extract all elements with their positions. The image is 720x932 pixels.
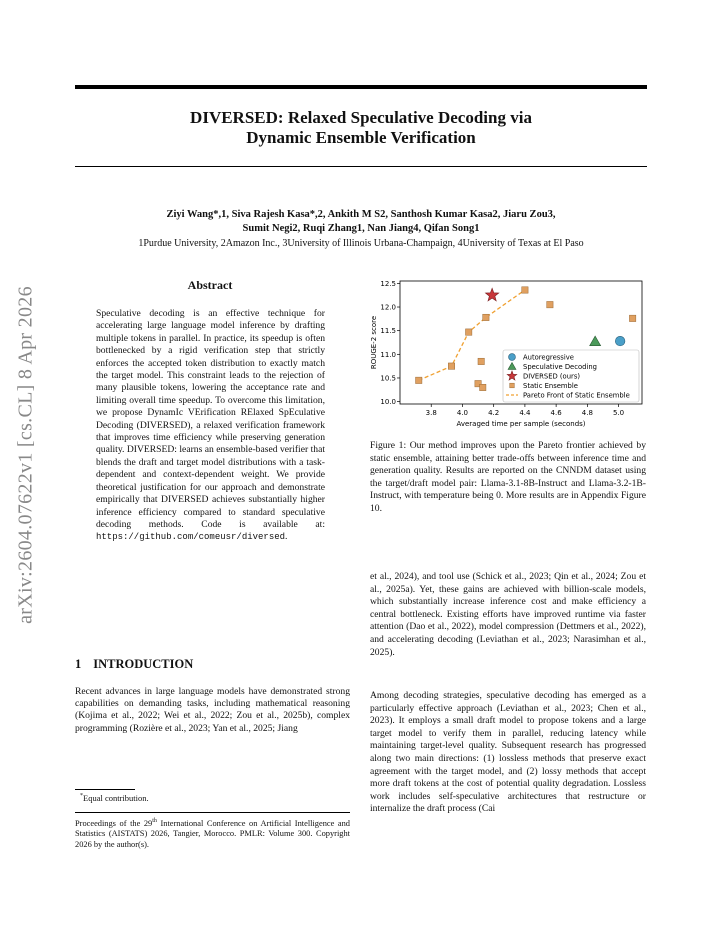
arxiv-stamp-text: arXiv:2604.07622v1 [cs.CL] 8 Apr 2026 — [14, 286, 37, 624]
x-tick-label: 4.8 — [581, 409, 593, 417]
point-static-ensemble — [483, 314, 489, 320]
title-line-1: DIVERSED: Relaxed Speculative Decoding via — [190, 108, 532, 127]
point-static-ensemble — [629, 315, 635, 321]
y-tick-label: 11.0 — [380, 350, 396, 359]
abstract-heading: Abstract — [187, 278, 233, 292]
proceedings-after: International Conference on Artificial Intelligence and Statistics (AISTATS) 2026, Tangier, Morocco. PMLR: Volume 300. Copyright 2026 by the author(s). — [75, 818, 350, 849]
authors-line-2: Sumit Negi2, Ruqi Zhang1, Nan Jiang4, Qifan Song1 — [242, 223, 480, 234]
legend-swatch — [509, 354, 516, 361]
footnote-rule — [75, 789, 135, 790]
y-tick-label: 12.5 — [380, 279, 396, 288]
right-paragraph-2: Among decoding strategies, speculative decoding has emerged as a particularly effective approach (Leviathan et al., 2023; Chen et al., 2023). It employs a small draft model to propose tokens and a large target model to verify them in parallel, reducing latency while maintaining target-level quality. Subsequent research has progressed along two main directions: (1) lossless methods that preserve exact agreement with the target model, and (2) lossy methods that accept more draft tokens at the cost of potential quality degradation. Lossless work includes self-speculative architectures that restructure or internalize the draft process (Cai — [370, 690, 646, 815]
y-tick-label: 10.0 — [380, 398, 396, 407]
y-tick-label: 12.0 — [380, 303, 396, 312]
top-rule — [75, 85, 647, 89]
intro-paragraph: Recent advances in large language models have demonstrated strong capabilities on demanding tasks, including mathematical reasoning (Kojima et al., 2022; Wei et al., 2022; Zou et al., 2025b), complex programming (Rozière et al., 2023; Yan et al., 2025; Jiang — [75, 686, 350, 734]
legend-entry: Autoregressive — [523, 353, 574, 362]
x-tick-label: 5.0 — [613, 409, 625, 417]
abstract-body — [96, 308, 325, 544]
arxiv-stamp — [4, 265, 48, 645]
y-axis-label: ROUGE-2 score — [370, 315, 378, 370]
x-tick-label: 3.8 — [425, 409, 437, 417]
section-heading-introduction — [75, 657, 193, 672]
x-tick-label: 4.6 — [550, 409, 562, 417]
point-static-ensemble — [480, 384, 486, 390]
proceedings-before: Proceedings of the 29 — [75, 818, 153, 828]
footnote — [80, 793, 149, 803]
legend-entry: Static Ensemble — [523, 382, 578, 390]
y-tick-label: 11.5 — [380, 327, 396, 336]
point-static-ensemble — [465, 329, 471, 335]
paper-title — [75, 108, 647, 148]
point-static-ensemble — [547, 301, 553, 307]
point-speculative-decoding — [590, 336, 601, 346]
legend-entry: DIVERSED (ours) — [523, 372, 581, 381]
x-tick-label: 4.4 — [519, 409, 531, 417]
legend-entry: Pareto Front of Static Ensemble — [523, 391, 630, 400]
section-title: INTRODUCTION — [93, 657, 194, 671]
point-static-ensemble — [522, 287, 528, 293]
code-link[interactable]: https://github.com/comeusr/diversed — [96, 532, 286, 543]
legend-entry: Speculative Decoding — [523, 363, 597, 371]
point-static-ensemble — [416, 377, 422, 383]
x-tick-label: 4.2 — [488, 409, 500, 417]
legend-swatch — [510, 383, 515, 388]
title-bottom-rule — [75, 166, 647, 167]
y-tick-label: 10.5 — [380, 374, 396, 383]
point-autoregressive — [615, 336, 625, 346]
proceedings-note — [75, 816, 350, 850]
abstract-text: Speculative decoding is an effective technique for accelerating large language model inference by drafting multiple tokens in parallel. In practice, its speedup is often bottlenecked by a rigid verification step that strictly enforces the accepted token distribution to exactly match the target model. This constraint leads to the rejection of many plausible tokens, lowering the acceptance rate and limiting overall time speedup. To overcome this limitation, we propose DynamIc VErification RElaxed SpEculative Decoding (DIVERSED), a relaxed verification framework that improves time efficiency while preserving generation quality. DIVERSED: learns an ensemble-based verifier that blends the draft and target model distributions with a task-dependent and context-dependent weight. We provide theoretical justification for our approach and demonstrate empirically that DIVERSED achieves substantially higher inference efficiency compared to standard speculative decoding methods. Code is available at: — [96, 308, 325, 530]
proceedings-sup: th — [152, 818, 157, 824]
footnote-text: Equal contribution. — [83, 793, 149, 803]
proceedings-rule — [75, 812, 350, 813]
abstract-tail: . — [285, 531, 288, 543]
title-line-2: Dynamic Ensemble Verification — [246, 128, 476, 147]
point-diversed-ours — [485, 288, 498, 301]
authors-line-1: Ziyi Wang*,1, Siva Rajesh Kasa*,2, Ankith M S2, Santhosh Kumar Kasa2, Jiaru Zou3, — [166, 209, 556, 220]
point-static-ensemble — [448, 363, 454, 369]
author-list — [75, 208, 647, 236]
figure-1-chart — [368, 276, 648, 432]
section-number: 1 — [75, 657, 82, 671]
footnote-mark: * — [80, 793, 83, 800]
affiliations: 1Purdue University, 2Amazon Inc., 3University of Illinois Urbana-Champaign, 4University of Texas at El Paso — [138, 238, 584, 249]
x-tick-label: 4.0 — [456, 409, 469, 417]
right-paragraph-1: et al., 2024), and tool use (Schick et al., 2023; Qin et al., 2024; Zou et al., 2025a). Yet, these gains are achieved with billion-scale models, which substantially increase inference cost and make efficiency a central bottleneck. Existing efforts have improved runtime via faster attention (Dao et al., 2022), model compression (Dettmers et al., 2022), and accelerating decoding (Leviathan et al., 2023; Narasimhan et al., 2025). — [370, 571, 646, 658]
point-static-ensemble — [478, 358, 484, 364]
figure-1-caption: Figure 1: Our method improves upon the Pareto frontier achieved by static ensemble, attaining better trade-offs between inference time and generation quality. Results are reported on the CNNDM dataset using the target/draft model pair: Llama-3.1-8B-Instruct and Llama-3.2-1B-Instruct, with temperature being 0. More results are in Appendix Figure 10. — [370, 440, 646, 514]
x-axis-label: Averaged time per sample (seconds) — [456, 420, 586, 428]
